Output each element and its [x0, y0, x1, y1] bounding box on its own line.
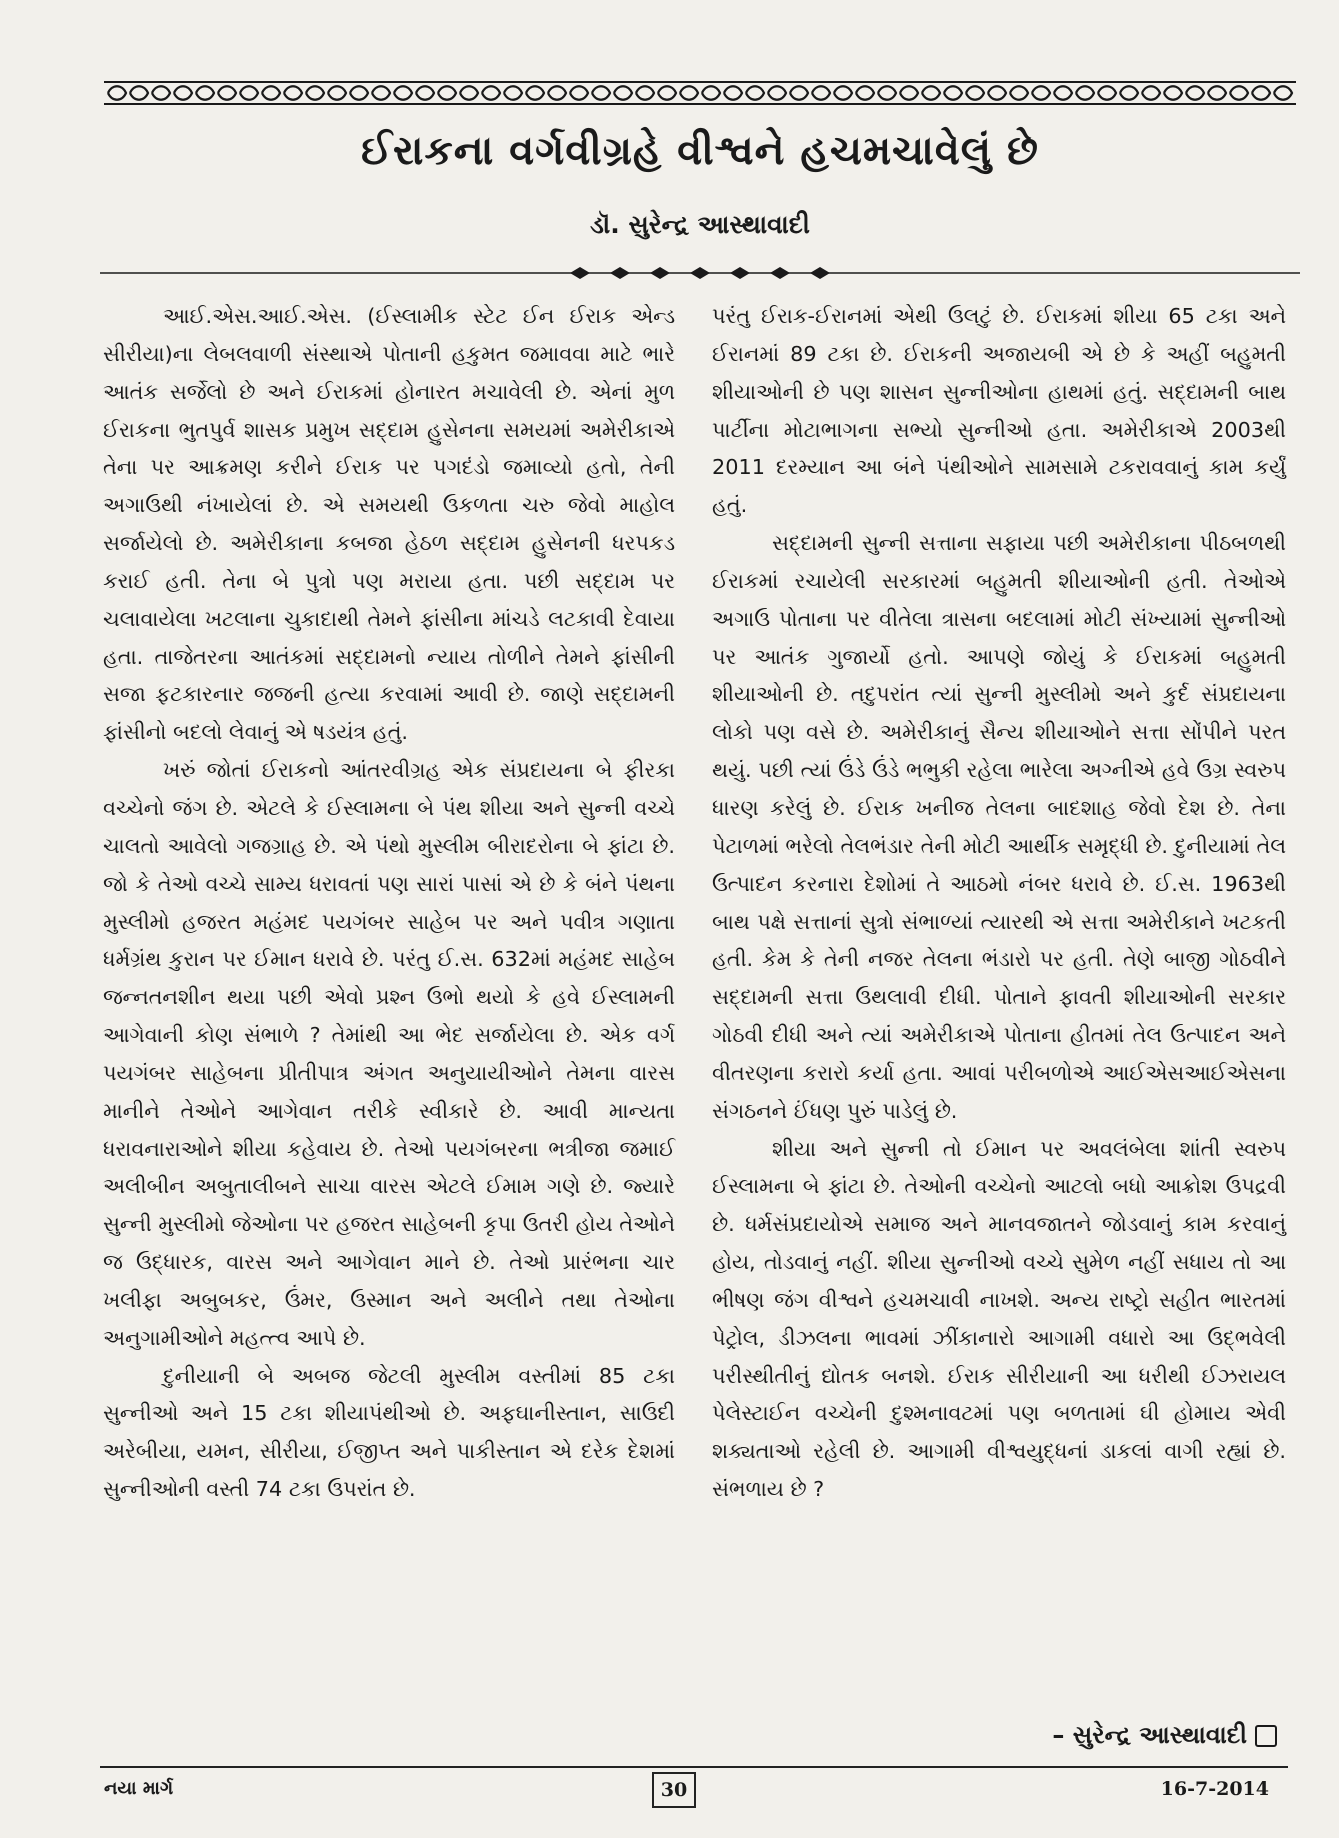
issue-date: 16-7-2014 [1160, 1778, 1269, 1800]
article-column-right [712, 298, 1286, 1509]
page-number: 30 [652, 1772, 696, 1808]
author-signature [1052, 1721, 1277, 1749]
article-title: ઈરાકના વર્ગવીગ્રહે વીશ્વને હચમચાવેલું છે [361, 128, 1039, 174]
end-mark-icon [1255, 1725, 1277, 1747]
ornamental-divider [100, 260, 1300, 286]
article-author: ડૉ. સુરેન્દ્ર આસ્થાવાદી [590, 210, 810, 239]
paragraph: શીયા અને સુન્ની તો ઈમાન પર અવલંબેલા શાંતી સ્વરુપ ઈસ્લામના બે ફાંટા છે. તેઓની વચ્ચેનો આટલો બધો આક્રોશ ઉપદ્રવી છે. ધર્મસંપ્રદાયોએ સમાજ અને માનવજાતને જોડવાનું કામ કરવાનું હોય, તોડવાનું નહીં. શીયા સુન્નીઓ વચ્ચે સુમેળ નહીં સધાય તો આ ભીષણ જંગ વીશ્વને હચમચાવી નાખશે. અન્ય રાષ્ટ્રો સહીત ભારતમાં પેટ્રોલ, ડીઝલના ભાવમાં ઝીંકાનારો આગામી વધારો આ ઉદ્ભવેલી પરીસ્થીતીનું દ્યોતક બનશે. ઈરાક સીરીયાની આ ધરીથી ઈઝરાયલ પેલેસ્ટાઈન વચ્ચેની દુશ્મનાવટમાં પણ બળતામાં ઘી હોમાય એવી શક્યતાઓ રહેલી છે. આગામી વીશ્વયુદ્ધનાં ડાકલાં વાગી રહ્યાં છે. સંભળાય છે ? [712, 1136, 1286, 1502]
paragraph: દુનીયાની બે અબજ જેટલી મુસ્લીમ વસ્તીમાં 85 ટકા સુન્નીઓ અને 15 ટકા શીયાપંથીઓ છે. અફઘાનીસ્તાન, સાઉદી અરેબીયા, યમન, સીરીયા, ઈજીપ્ત અને પાકીસ્તાન એ દરેક દેશમાં સુન્નીઓની વસ્તી 74 ટકા ઉપરાંત છે. [103, 1363, 675, 1502]
paragraph: આઈ.એસ.આઈ.એસ. (ઈસ્લામીક સ્ટેટ ઈન ઈરાક એન્ડ સીરીયા)ના લેબલવાળી સંસ્થાએ પોતાની હકુમત જમાવવા માટે ભારે આતંક સર્જેલો છે અને ઈરાકમાં હોનારત મચાવેલી છે. એનાં મુળ ઈરાકના ભુતપુર્વ શાસક પ્રમુખ સદ્દામ હુસેનના સમયમાં અમેરીકાએ તેના પર આક્રમણ કરીને ઈરાક પર પગદંડો જમાવ્યો હતો, તેની અગાઉથી નંખાયેલાં છે. એ સમયથી ઉકળતા ચરુ જેવો માહોલ સર્જાયેલો છે. અમેરીકાના કબજા હેઠળ સદ્દામ હુસેનની ધરપકડ કરાઈ હતી. તેના બે પુત્રો પણ મરાયા હતા. પછી સદ્દામ પર ચલાવાયેલા ખટલાના ચુકાદાથી તેમને ફાંસીના માંચડે લટકાવી દેવાયા હતા. તાજેતરના આતંકમાં સદ્દામનો ન્યાય તોળીને તેમને ફાંસીની સજા ફટકારનાર જજની હત્યા કરવામાં આવી છે. જાણે સદ્દામની ફાંસીનો બદલો લેવાનું એ ષડયંત્ર હતું. [103, 304, 675, 745]
decorative-top-border [100, 76, 1300, 110]
paragraph: ખરું જોતાં ઈરાકનો આંતરવીગ્રહ એક સંપ્રદાયના બે ફીરકા વચ્ચેનો જંગ છે. એટલે કે ઈસ્લામના બે પંથ શીયા અને સુન્ની વચ્ચે ચાલતો આવેલો ગજગ્રાહ છે. એ પંથો મુસ્લીમ બીરાદરોના બે ફાંટા છે. જો કે તેઓ વચ્ચે સામ્ય ધરાવતાં પણ સારાં પાસાં એ છે કે બંને પંથના મુસ્લીમો હજરત મહંમદ પયગંબર સાહેબ પર અને પવીત્ર ગણાતા ધર્મગ્રંથ કુરાન પર ઈમાન ધરાવે છે. પરંતુ ઈ.સ. 632માં મહંમદ સાહેબ જન્નતનશીન થયા પછી એવો પ્રશ્ન ઉભો થયો કે હવે ઈસ્લામની આગેવાની કોણ સંભાળે ? તેમાંથી આ ભેદ સર્જાયેલા છે. એક વર્ગ પયગંબર સાહેબના પ્રીતીપાત્ર અંગત અનુયાયીઓને તેમના વારસ માનીને તેઓને આગેવાન તરીકે સ્વીકારે છે. આવી માન્યતા ધરાવનારાઓને શીયા કહેવાય છે. તેઓ પયગંબરના ભત્રીજા જમાઈ અલીબીન અબુતાલીબને સાચા વારસ એટલે ઈમામ ગણે છે. જ્યારે સુન્ની મુસ્લીમો જેઓના પર હજરત સાહેબની કૃપા ઉતરી હોય તેઓને જ ઉદ્ધારક, વારસ અને આગેવાન માને છે. તેઓ પ્રારંભના ચાર ખલીફા અબુબકર, ઉંમર, ઉસ્માન અને અલીને તથા તેઓના અનુગામીઓને મહત્ત્વ આપે છે. [103, 758, 675, 1350]
paragraph: સદ્દામની સુન્ની સત્તાના સફાયા પછી અમેરીકાના પીઠબળથી ઈરાકમાં રચાયેલી સરકારમાં બહુમતી શીયાઓની હતી. તેઓએ અગાઉ પોતાના પર વીતેલા ત્રાસના બદલામાં મોટી સંખ્યામાં સુન્નીઓ પર આતંક ગુજાર્યો હતો. આપણે જોયું કે ઈરાકમાં બહુમતી શીયાઓની છે. તદુપરાંત ત્યાં સુન્ની મુસ્લીમો અને કુર્દ સંપ્રદાયના લોકો પણ વસે છે. અમેરીકાનું સૈન્ય શીયાઓને સત્તા સોંપીને પરત થયું. પછી ત્યાં ઉંડે ઉંડે ભભુકી રહેલા ભારેલા અગ્નીએ હવે ઉગ્ર સ્વરુપ ધારણ કરેલું છે. ઈરાક ખનીજ તેલના બાદશાહ જેવો દેશ છે. તેના પેટાળમાં ભરેલો તેલભંડાર તેની મોટી આર્થીક સમૃદ્ધી છે. દુનીયામાં તેલ ઉત્પાદન કરનારા દેશોમાં તે આઠમો નંબર ધરાવે છે. ઈ.સ. 1963થી બાથ પક્ષે સત્તાનાં સુત્રો સંભાળ્યાં ત્યારથી એ સત્તા અમેરીકાને ખટકતી હતી. કેમ કે તેની નજર તેલના ભંડારો પર હતી. તેણે બાજી ગોઠવીને સદ્દામની સત્તા ઉથલાવી દીધી. પોતાને ફાવતી શીયાઓની સરકાર ગોઠવી દીધી અને ત્યાં અમેરીકાએ પોતાના હીતમાં તેલ ઉત્પાદન અને વીતરણના કરારો કર્યા હતા. આવાં પરીબળોએ આઈએસઆઈએસના સંગઠનને ઈંધણ પુરું પાડેલું છે. [712, 531, 1286, 1123]
signature-text: – સુરેન્દ્ર આસ્થાવાદી [1052, 1721, 1247, 1749]
footer-rule [100, 1766, 1288, 1768]
paragraph: પરંતુ ઈરાક-ઈરાનમાં એથી ઉલટું છે. ઈરાકમાં શીયા 65 ટકા અને ઈરાનમાં 89 ટકા છે. ઈરાકની અજાયબી એ છે કે અહીં બહુમતી શીયાઓની છે પણ શાસન સુન્નીઓના હાથમાં હતું. સદ્દામની બાથ પાર્ટીના મોટાભાગના સભ્યો સુન્નીઓ હતા. અમેરીકાએ 2003થી 2011 દરમ્યાન આ બંને પંથીઓને સામસામે ટકરાવવાનું કામ કર્યું હતું. [712, 304, 1286, 518]
article-column-left [103, 298, 675, 1509]
publication-name: નયા માર્ગ [104, 1778, 174, 1799]
